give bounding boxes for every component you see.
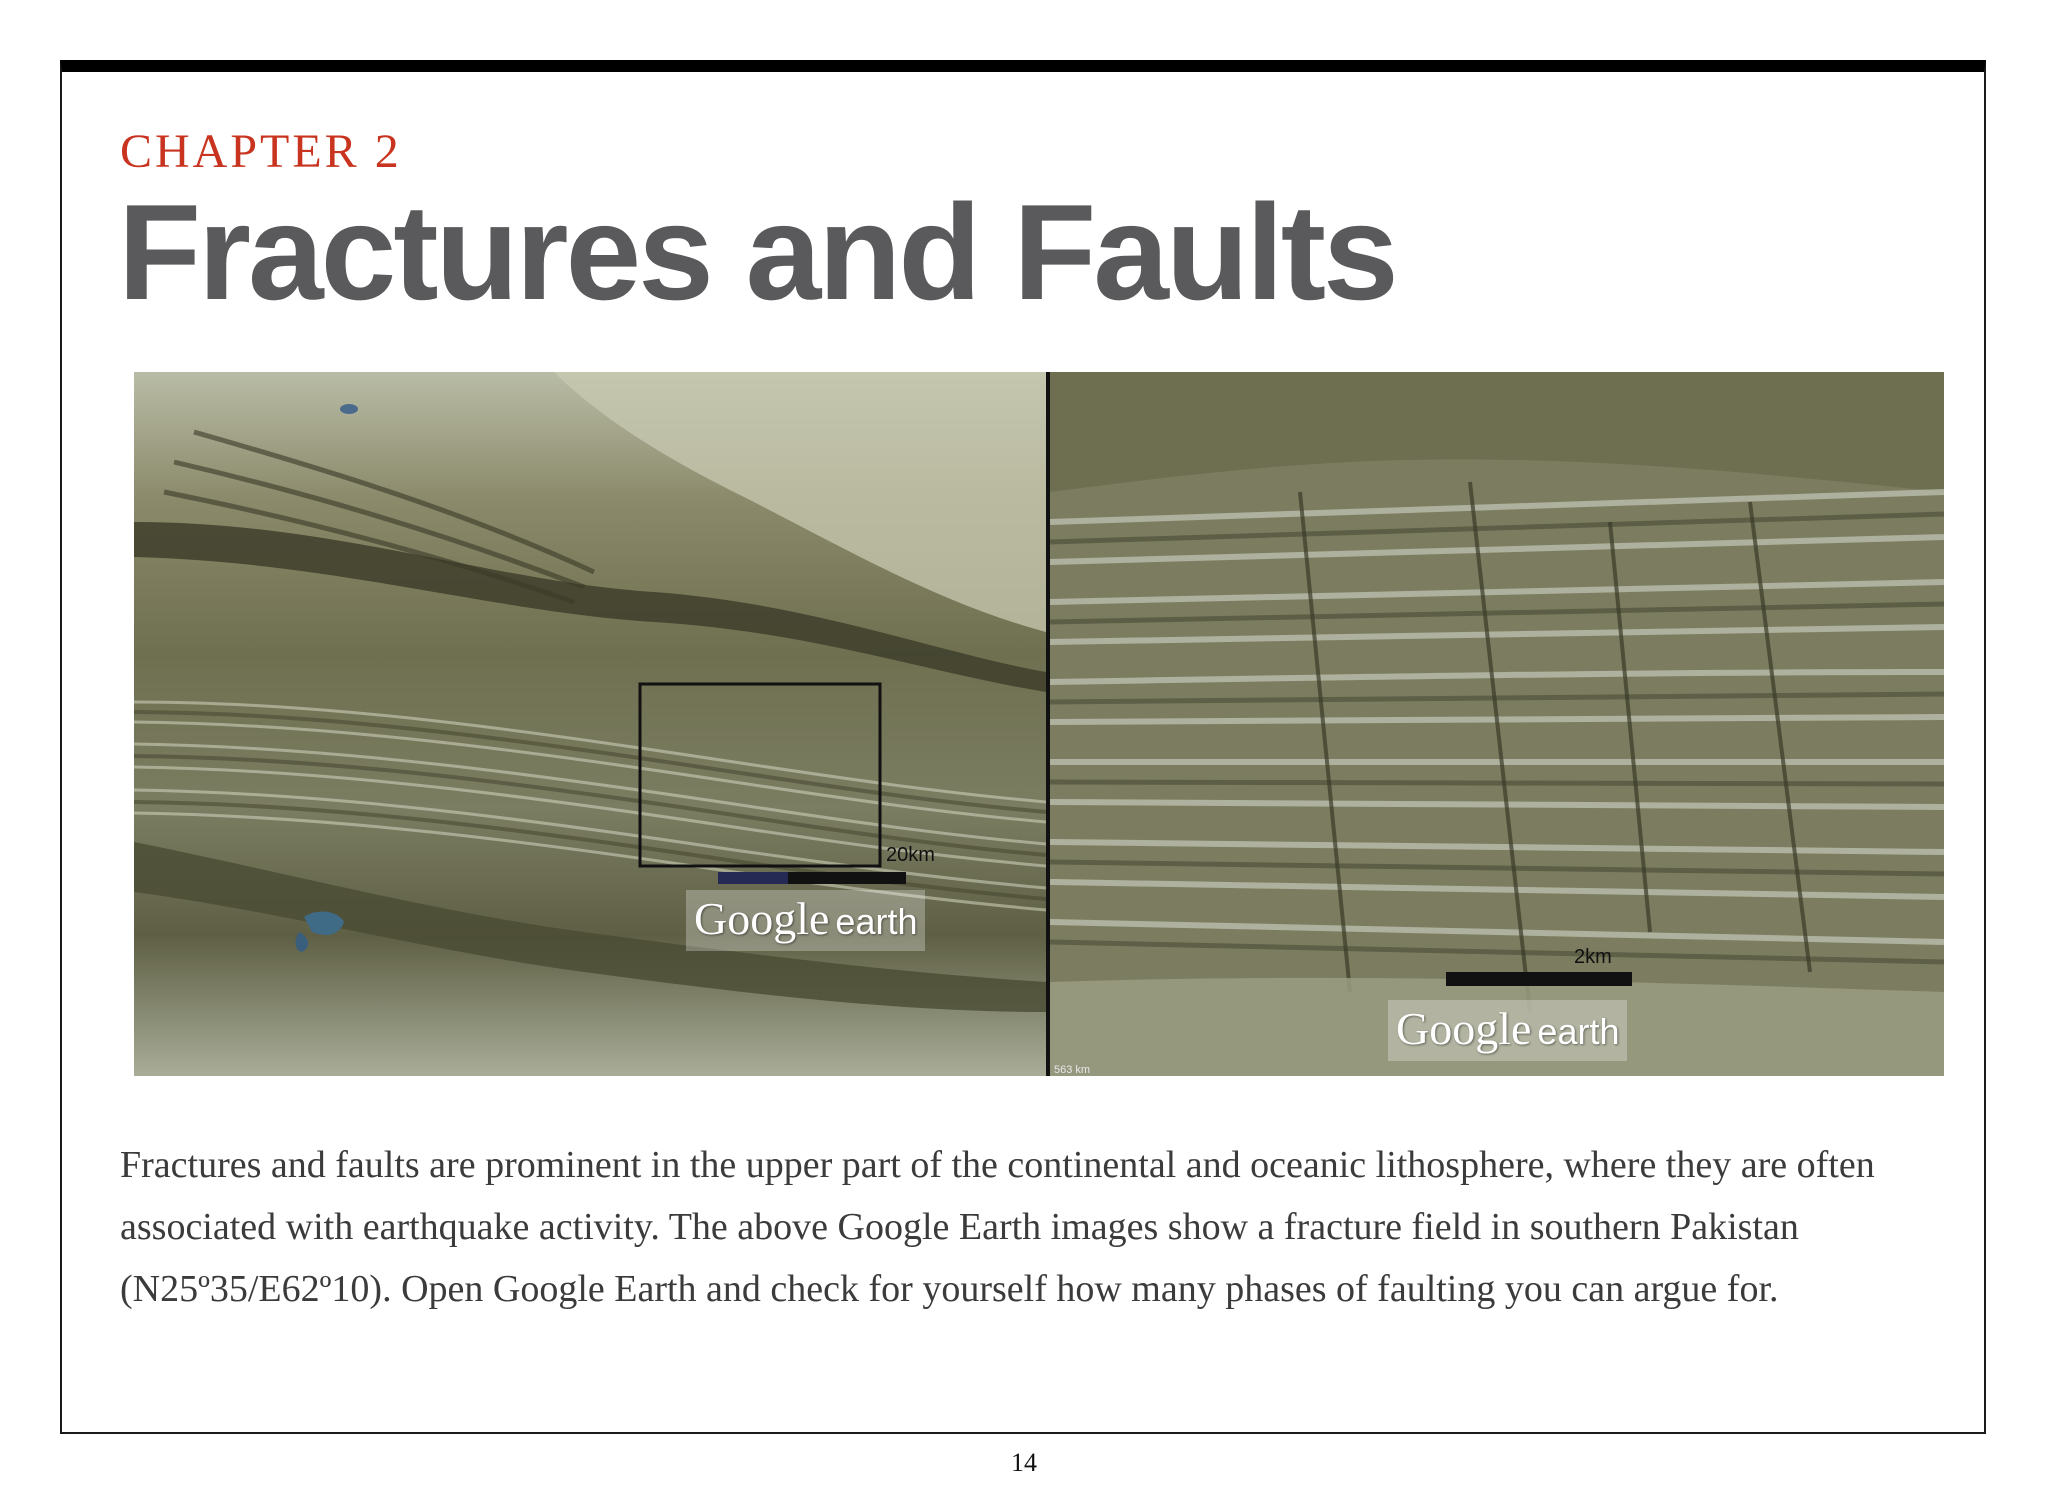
earth-logo-text: earth	[1537, 1011, 1620, 1052]
google-earth-logo	[686, 890, 925, 951]
satellite-figure	[134, 372, 1944, 1076]
scale-label-20km: 20km	[886, 844, 935, 866]
page-number: 14	[1011, 1448, 1037, 1477]
google-logo-text: Google	[1396, 1003, 1532, 1054]
body-paragraph: Fractures and faults are prominent in the upper part of the continental and oceanic lithosphere, where they are often associated with earthquake activity. The above Google Earth images show a fracture field in southern Pakistan (N25º35/E62º10). Open Google Earth and check for yourself how many phases of faulting you can argue for.	[120, 1144, 1875, 1310]
earth-logo-text: earth	[835, 901, 918, 942]
google-earth-logo	[1388, 1000, 1627, 1061]
google-logo-text: Google	[694, 893, 830, 944]
chapter-label: CHAPTER 2	[120, 125, 402, 178]
terrain-overview-image	[134, 372, 1046, 1076]
satellite-image-overview	[134, 372, 1046, 1076]
terrain-detail-image	[1050, 372, 1944, 1076]
eye-altitude-label: 563 km	[1054, 1064, 1091, 1076]
satellite-image-detail	[1050, 372, 1944, 1076]
page-title: Fractures and Faults	[118, 176, 1396, 328]
scale-label-2km: 2km	[1574, 946, 1612, 968]
